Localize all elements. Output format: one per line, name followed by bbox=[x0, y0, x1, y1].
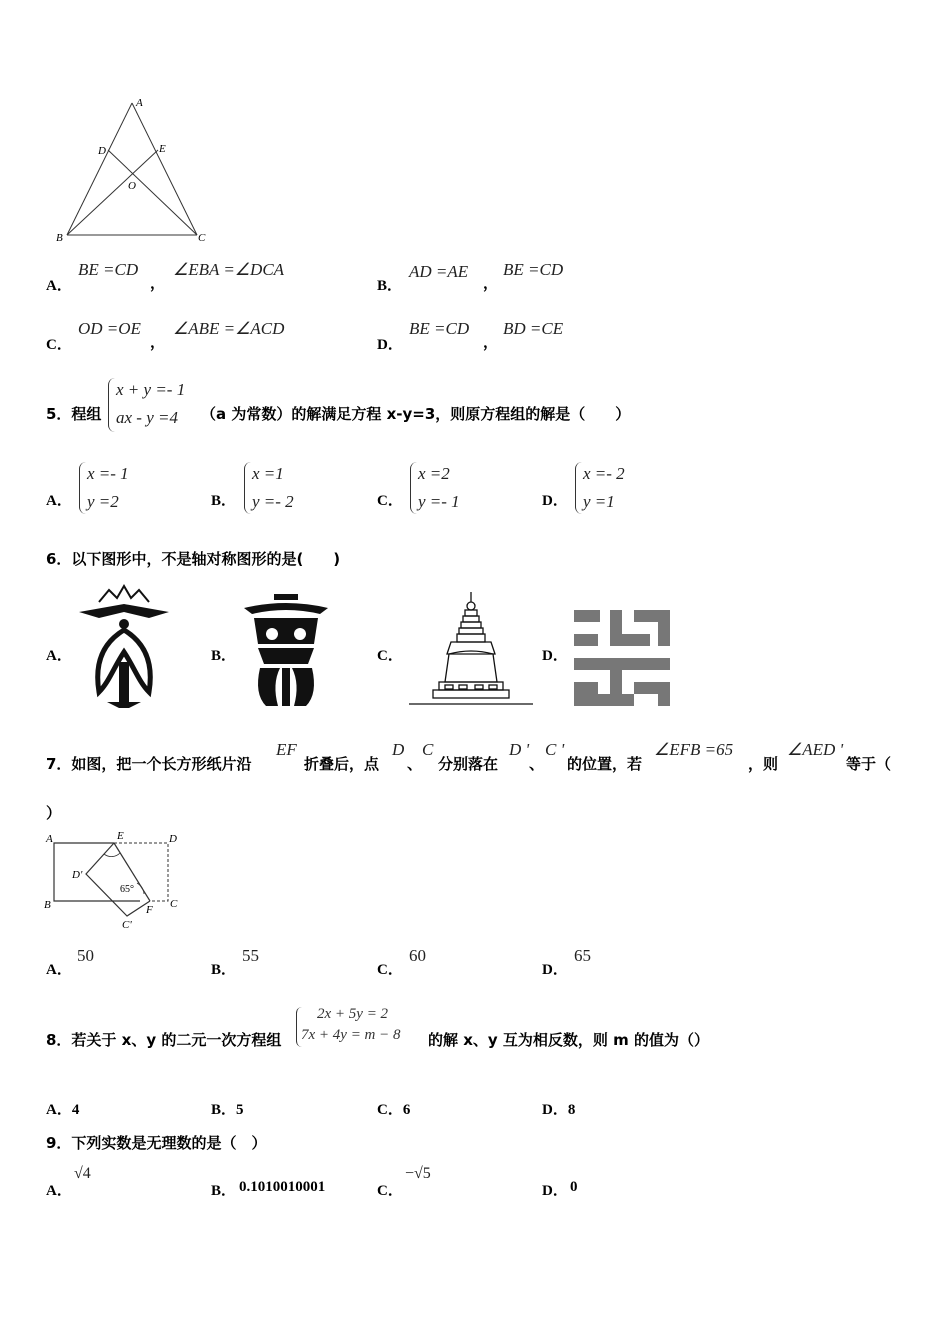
q6-figure-a-emblem bbox=[79, 582, 169, 710]
q9-option-a-label: A． bbox=[46, 1183, 72, 1199]
q4-option-c-expr2: ∠ABE =∠ACD bbox=[173, 319, 285, 338]
q4-option-b-label: B． bbox=[377, 278, 403, 294]
q6-option-a-label: A． bbox=[46, 648, 72, 664]
q8-option-a[interactable] bbox=[46, 1098, 196, 1120]
q7-math-angle-efb: ∠EFB =65 bbox=[654, 740, 734, 759]
q4-option-d[interactable] bbox=[377, 319, 677, 353]
q7-fig-label-Cprime: C' bbox=[122, 919, 132, 931]
q4-option-b-expr2: BE =CD bbox=[503, 260, 564, 279]
q7-math-C: C bbox=[422, 740, 434, 759]
q7-option-a[interactable] bbox=[46, 946, 196, 976]
q8-option-d-value: 8 bbox=[567, 1102, 576, 1118]
q9-option-d[interactable] bbox=[542, 1165, 692, 1197]
q6-option-d[interactable] bbox=[542, 580, 682, 710]
q6-option-c[interactable] bbox=[377, 580, 537, 710]
q4-option-a-expr2: ∠EBA =∠DCA bbox=[173, 260, 285, 279]
q6-option-b[interactable] bbox=[211, 580, 361, 710]
q5-option-c[interactable] bbox=[377, 460, 527, 520]
q9-option-b-value: 0.1010010001 bbox=[239, 1179, 326, 1195]
q7-option-d-value: 65 bbox=[574, 946, 591, 965]
q4-option-d-expr2: BD =CE bbox=[503, 319, 564, 338]
q7-math-angle-aed: ∠AED ' bbox=[787, 740, 844, 759]
q4-option-a[interactable] bbox=[46, 260, 346, 294]
q7-math-Cprime: C ' bbox=[545, 740, 565, 759]
q5-option-c-line2: y =- 1 bbox=[418, 492, 460, 511]
q9-option-c-value: −√5 bbox=[405, 1165, 431, 1182]
q7-text-3: 、 bbox=[407, 755, 423, 773]
q4-label-E: E bbox=[159, 143, 166, 155]
q9-option-d-label: D． bbox=[542, 1183, 568, 1199]
q4-option-a-label: A． bbox=[46, 278, 72, 294]
q5-option-a[interactable] bbox=[46, 460, 196, 520]
q4-option-b[interactable] bbox=[377, 260, 677, 294]
q4-triangle-figure bbox=[50, 95, 220, 250]
q7-fig-label-F: F bbox=[146, 904, 153, 916]
q7-folded-rectangle-figure bbox=[40, 826, 190, 936]
q5-option-c-system bbox=[418, 460, 460, 516]
q7-option-c-label: C． bbox=[377, 962, 403, 978]
q5-option-b-line1: x =1 bbox=[252, 464, 284, 483]
q8-option-a-label: A． bbox=[46, 1102, 72, 1118]
q9-option-c[interactable] bbox=[377, 1165, 527, 1197]
q5-option-d-line1: x =- 2 bbox=[583, 464, 625, 483]
q7-math-D: D bbox=[392, 740, 405, 759]
q5-option-d-system bbox=[583, 460, 625, 516]
q8-option-a-value: 4 bbox=[71, 1102, 80, 1118]
q9-option-a[interactable] bbox=[46, 1165, 196, 1197]
q5-system bbox=[116, 376, 185, 432]
q4-option-d-label: D． bbox=[377, 337, 403, 353]
q5-stem bbox=[46, 376, 926, 436]
q4-label-O: O bbox=[128, 180, 136, 192]
q6-option-d-label: D． bbox=[542, 648, 568, 664]
q4-option-c[interactable] bbox=[46, 319, 346, 353]
q7-text-1: 7．如图，把一个长方形纸片沿 bbox=[46, 755, 252, 773]
q7-text-4: 分别落在 bbox=[438, 755, 499, 773]
q7-fig-label-A: A bbox=[46, 833, 53, 845]
q9-option-d-value: 0 bbox=[570, 1179, 578, 1195]
q8-eq1: 2x + 5y = 2 bbox=[317, 1006, 389, 1022]
q6-option-b-label: B． bbox=[211, 648, 237, 664]
q8-option-c-label: C． bbox=[377, 1102, 403, 1118]
q4-option-d-expr1: BE =CD bbox=[409, 319, 470, 338]
q9-option-a-value: √4 bbox=[74, 1165, 91, 1182]
q7-text-2: 折叠后，点 bbox=[304, 755, 380, 773]
q5-option-b-line2: y =- 2 bbox=[252, 492, 294, 511]
q5-eq1: x + y =- 1 bbox=[116, 380, 186, 399]
q7-fig-label-C: C bbox=[170, 898, 178, 910]
q4-option-c-label: C． bbox=[46, 337, 72, 353]
q7-option-c-value: 60 bbox=[409, 946, 426, 965]
q5-option-a-label: A． bbox=[46, 493, 72, 509]
q6-figure-b-opera-mask bbox=[244, 594, 328, 708]
q5-prefix: 5．程组 bbox=[46, 405, 102, 423]
q5-option-a-brace bbox=[79, 462, 86, 514]
q7-option-a-value: 50 bbox=[77, 946, 94, 965]
q7-stem bbox=[46, 740, 926, 780]
q5-option-c-line1: x =2 bbox=[418, 464, 450, 483]
q6-figure-d-pattern bbox=[574, 610, 670, 706]
q7-math-Dprime: D ' bbox=[509, 740, 530, 759]
q8-option-b[interactable] bbox=[211, 1098, 361, 1120]
q5-option-a-system bbox=[87, 460, 129, 516]
q7-fig-label-D: D bbox=[169, 833, 177, 845]
q4-option-b-expr1: AD =AE bbox=[409, 262, 469, 281]
q4-label-B: B bbox=[56, 232, 63, 244]
q5-eq2: ax - y =4 bbox=[116, 408, 178, 427]
q5-suffix: （a 为常数）的解满足方程 x-y=3，则原方程组的解是（ ） bbox=[201, 405, 631, 423]
q5-option-a-line1: x =- 1 bbox=[87, 464, 129, 483]
q4-option-a-expr1: BE =CD bbox=[78, 260, 139, 279]
q5-option-a-line2: y =2 bbox=[87, 492, 119, 511]
q5-option-d-line2: y =1 bbox=[583, 492, 615, 511]
q5-brace bbox=[108, 378, 115, 432]
q4-label-D: D bbox=[98, 145, 106, 157]
q4-label-C: C bbox=[198, 232, 206, 244]
q7-text-8: 等于（ bbox=[846, 755, 892, 773]
q4-option-c-expr1: OD =OE bbox=[78, 319, 141, 338]
q4-option-d-sep: ， bbox=[483, 335, 499, 351]
q8-option-c[interactable] bbox=[377, 1098, 527, 1120]
q8-suffix: 的解 x、y 互为相反数，则 m 的值为（） bbox=[428, 1031, 709, 1049]
q4-option-b-sep: ， bbox=[483, 276, 499, 292]
q8-option-d-label: D． bbox=[542, 1102, 568, 1118]
q7-text-6: 的位置，若 bbox=[567, 755, 643, 773]
q8-stem bbox=[46, 1004, 926, 1054]
q4-option-a-sep: ， bbox=[150, 276, 166, 292]
q7-option-b-value: 55 bbox=[242, 946, 259, 965]
q7-text-7: ，则 bbox=[748, 755, 779, 773]
q7-fig-label-E: E bbox=[117, 830, 124, 842]
q5-option-d-label: D． bbox=[542, 493, 568, 509]
q8-option-c-value: 6 bbox=[402, 1102, 411, 1118]
q9-option-b[interactable] bbox=[211, 1165, 371, 1197]
q7-option-c[interactable] bbox=[377, 946, 527, 976]
q5-option-b-brace bbox=[244, 462, 251, 514]
q6-figure-c-pagoda bbox=[409, 592, 533, 706]
q5-option-c-label: C． bbox=[377, 493, 403, 509]
q6-stem: 6．以下图形中，不是轴对称图形的是( ) bbox=[46, 550, 341, 568]
q5-option-c-brace bbox=[410, 462, 417, 514]
q8-eq2: 7x + 4y = m − 8 bbox=[301, 1027, 401, 1043]
q6-option-c-label: C． bbox=[377, 648, 403, 664]
q9-option-b-label: B． bbox=[211, 1183, 237, 1199]
q7-option-d-label: D． bbox=[542, 962, 568, 978]
q5-option-b[interactable] bbox=[211, 460, 361, 520]
q7-fig-label-angle: 65° bbox=[120, 884, 134, 895]
q6-option-a[interactable] bbox=[46, 580, 196, 710]
q7-fig-label-Dprime: D' bbox=[72, 869, 83, 881]
q5-option-b-system bbox=[252, 460, 294, 516]
q4-option-c-sep: ， bbox=[150, 335, 166, 351]
q8-option-d[interactable] bbox=[542, 1098, 692, 1120]
q8-option-b-value: 5 bbox=[236, 1102, 244, 1118]
q7-option-a-label: A． bbox=[46, 962, 72, 978]
q9-stem: 9．下列实数是无理数的是（ ） bbox=[46, 1134, 267, 1152]
q7-fig-label-B: B bbox=[44, 899, 51, 911]
q7-text-5: 、 bbox=[529, 755, 545, 773]
q8-prefix: 8．若关于 x、y 的二元一次方程组 bbox=[46, 1031, 282, 1049]
q5-option-d[interactable] bbox=[542, 460, 692, 520]
q9-option-c-label: C． bbox=[377, 1183, 403, 1199]
q7-option-d[interactable] bbox=[542, 946, 692, 976]
q7-option-b-label: B． bbox=[211, 962, 237, 978]
q5-option-d-brace bbox=[575, 462, 582, 514]
q4-label-A: A bbox=[136, 97, 143, 109]
q8-option-b-label: B． bbox=[211, 1102, 237, 1118]
q7-close-paren: ） bbox=[46, 804, 62, 822]
q5-option-b-label: B． bbox=[211, 493, 237, 509]
q7-option-b[interactable] bbox=[211, 946, 361, 976]
q8-system bbox=[301, 1004, 401, 1046]
q7-math-EF: EF bbox=[276, 740, 297, 759]
